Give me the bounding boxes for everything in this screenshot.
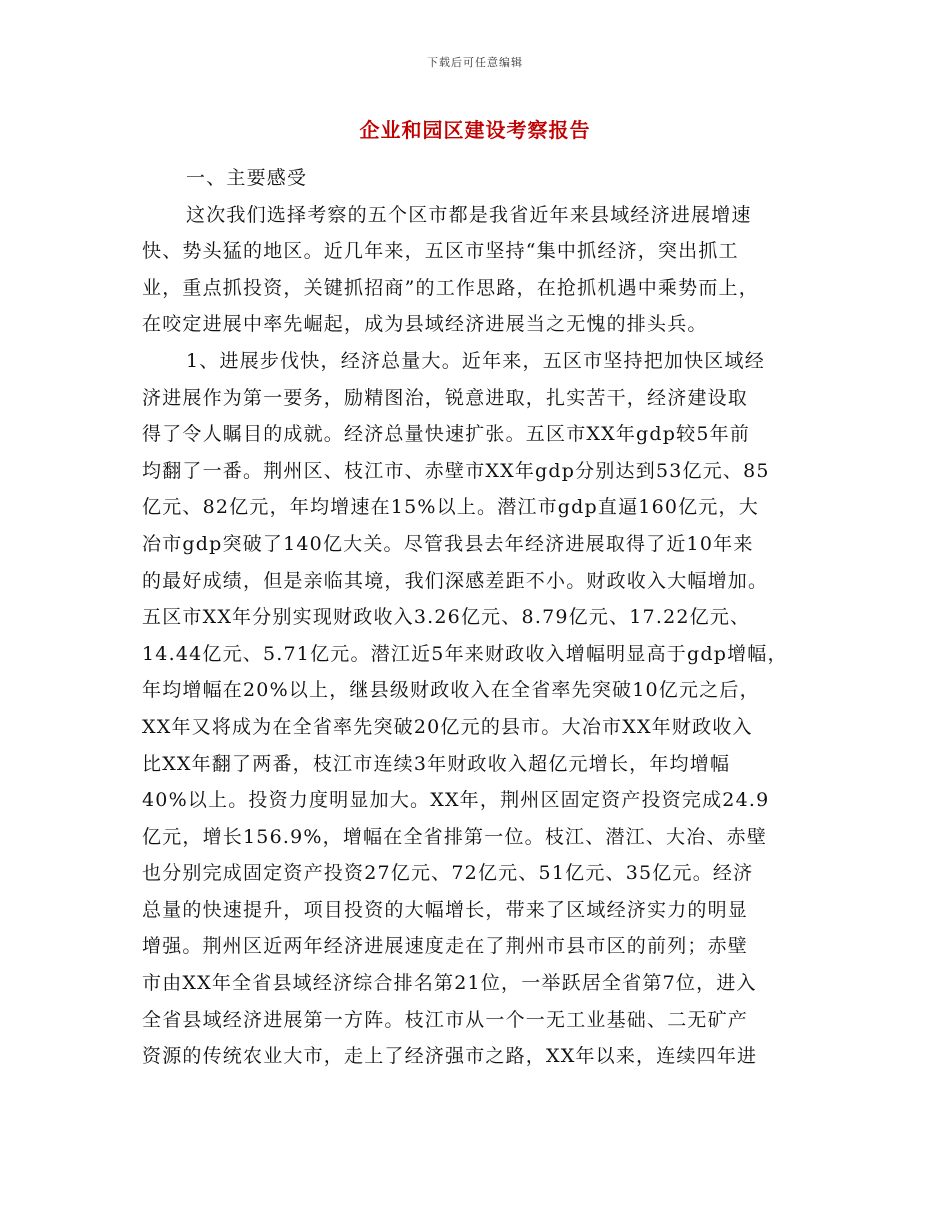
paragraph-line: 1、进展步伐快，经济总量大。近年来，五区市坚持把加快区域经 bbox=[186, 349, 765, 372]
paragraph-line: 冶市gdp突破了140亿大关。尽管我县去年经济进展取得了近10年来 bbox=[142, 532, 754, 555]
paragraph-line: 总量的快速提升，项目投资的大幅增长，带来了区域经济实力的明显 bbox=[142, 898, 749, 921]
paragraph-line: 均翻了一番。荆州区、枝江市、赤壁市XX年gdp分别达到53亿元、85 bbox=[142, 459, 770, 482]
paragraph-line: 的最好成绩，但是亲临其境，我们深感差距不小。财政收入大幅增加。 bbox=[142, 569, 769, 592]
paragraph-line: 全省县域经济进展第一方阵。枝江市从一个一无工业基础、二无矿产 bbox=[142, 1008, 749, 1031]
document-title: 企业和园区建设考察报告 bbox=[359, 118, 591, 142]
section-heading: 一、主要感受 bbox=[186, 167, 308, 189]
paragraph-line: 年均增幅在20%以上，继县级财政收入在全省率先突破10亿元之后， bbox=[142, 679, 760, 702]
paragraph-line: 市由XX年全省县域经济综合排名第21位，一举跃居全省第7位，进入 bbox=[142, 972, 757, 995]
paragraph-line: 济进展作为第一要务，励精图治，锐意进取，扎实苦干，经济建设取 bbox=[142, 386, 749, 409]
paragraph-line: 增强。荆州区近两年经济进展速度走在了荆州市县市区的前列；赤壁 bbox=[142, 935, 749, 958]
page-header-note: 下载后可任意编辑 bbox=[427, 56, 523, 69]
paragraph-line: 40%以上。投资力度明显加大。XX年，荆州区固定资产投资完成24.9 bbox=[142, 789, 770, 812]
paragraph-line: 在咬定进展中率先崛起，成为县域经济进展当之无愧的排头兵。 bbox=[142, 313, 708, 336]
paragraph-line: 亿元，增长156.9%，增幅在全省排第一位。枝江、潜江、大冶、赤壁 bbox=[142, 825, 768, 848]
document-body bbox=[142, 160, 814, 1075]
paragraph-line: 资源的传统农业大市，走上了经济强市之路，XX年以来，连续四年进 bbox=[142, 1045, 758, 1068]
paragraph-line: 也分别完成固定资产投资27亿元、72亿元、51亿元、35亿元。经济 bbox=[142, 862, 754, 885]
paragraph-line: XX年又将成为在全省率先突破20亿元的县市。大冶市XX年财政收入 bbox=[142, 715, 753, 738]
paragraph-line: 快、势头猛的地区。近几年来，五区市坚持“集中抓经济，突出抓工 bbox=[142, 240, 739, 263]
paragraph-line: 业，重点抓投资，关键抓招商”的工作思路，在抢抓机遇中乘势而上， bbox=[142, 276, 759, 299]
paragraph-line: 亿元、82亿元，年均增速在15%以上。潜江市gdp直逼160亿元，大 bbox=[142, 496, 759, 519]
paragraph-line: 比XX年翻了两番，枝江市连续3年财政收入超亿元增长，年均增幅 bbox=[142, 752, 731, 775]
paragraph-line: 五区市XX年分别实现财政收入3.26亿元、8.79亿元、17.22亿元、 bbox=[142, 606, 751, 629]
paragraph-line: 这次我们选择考察的五个区市都是我省近年来县域经济进展增速 bbox=[186, 203, 752, 226]
paragraph-line: 14.44亿元、5.71亿元。潜江近5年来财政收入增幅明显高于gdp增幅， bbox=[142, 642, 788, 665]
paragraph-line: 得了令人瞩目的成就。经济总量快速扩张。五区市XX年gdp较5年前 bbox=[142, 423, 751, 446]
